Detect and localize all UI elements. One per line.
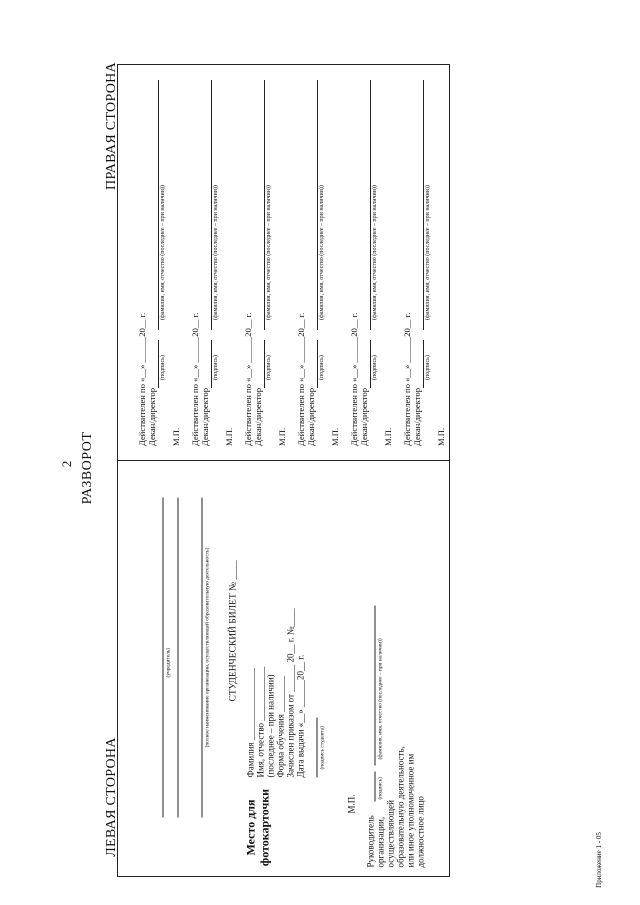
validity-stamp: М.П. [224, 427, 234, 446]
photo-placeholder: Место для фотокарточки [243, 788, 272, 867]
dean-name-line [264, 80, 265, 330]
head-line-6: должностное лицо [415, 796, 426, 868]
head-line-2: организации, [375, 816, 386, 868]
validity-stamp: М.П. [330, 427, 340, 446]
head-name-line [375, 606, 376, 766]
photo-stamp: М.П. [346, 794, 357, 814]
head-signature-caption: (подпись) [377, 777, 384, 800]
dean-signature-line [370, 340, 371, 388]
issuer-caption: (учредитель) [165, 647, 172, 678]
dean-name-caption: (фамилия, имя, отчество (последнее – при наличии)) [213, 185, 219, 320]
field-issue-date: Дата выдачи «__» ______20__ г. [295, 654, 306, 778]
field-study-form: Форма обучения ________ [275, 675, 286, 778]
dean-label: Декан/директор [200, 387, 210, 446]
dean-signature-caption: (подпись) [160, 355, 166, 380]
dean-name-caption: (фамилия, имя, отчество (последнее – при наличии)) [319, 185, 325, 320]
validity-text: Действителен по «__» ______20__ г. [190, 312, 200, 446]
head-line-1: Руководитель [365, 815, 376, 868]
student-card-spread [117, 64, 450, 877]
dean-label: Декан/директор [253, 387, 263, 446]
validity-stamp: М.П. [277, 427, 287, 446]
student-signature-line [317, 718, 318, 778]
dean-name-line [211, 80, 212, 330]
dean-name-caption: (фамилия, имя, отчество (последнее – при наличии)) [266, 185, 272, 320]
org-caption: (полное наименование организации, осуществляющей образовательную деятельность) [204, 547, 211, 748]
validity-stamp: М.П. [436, 427, 446, 446]
issuer-line-2 [178, 498, 179, 818]
field-surname: Фамилия ________________ [245, 668, 256, 778]
validity-text: Действителен по «__» ______20__ г. [243, 312, 253, 446]
page-number: 2 [59, 460, 74, 468]
dean-label: Декан/директор [359, 387, 369, 446]
head-line-3: осуществляющей [385, 800, 396, 868]
dean-name-line [423, 80, 424, 330]
card-title: СТУДЕНЧЕСКИЙ БИЛЕТ № ____ [228, 560, 239, 702]
dean-label: Декан/директор [306, 387, 316, 446]
head-line-4: образовательную деятельность, [395, 746, 406, 868]
left-side-heading: ЛЕВАЯ СТОРОНА [104, 737, 119, 857]
dean-signature-line [158, 340, 159, 388]
footer-note: Приложение 1 - 05 [595, 832, 603, 888]
dean-name-caption: (фамилия, имя, отчество (последнее – при наличии)) [160, 185, 166, 320]
dean-signature-line [317, 340, 318, 388]
validity-stamp: М.П. [171, 427, 181, 446]
dean-signature-line [423, 340, 424, 388]
validity-text: Действителен по «__» ______20__ г. [402, 312, 412, 446]
head-name-caption: (фамилия, имя, отчество (последнее – при наличии)) [377, 638, 384, 760]
left-side-panel [119, 460, 452, 878]
dean-signature-caption: (подпись) [213, 355, 219, 380]
dean-name-line [370, 80, 371, 330]
validity-text: Действителен по «__» ______20__ г. [296, 312, 306, 446]
dean-label: Декан/директор [147, 387, 157, 446]
validity-text: Действителен по «__» ______20__ г. [349, 312, 359, 446]
issuer-line [163, 498, 164, 818]
dean-label: Декан/директор [412, 387, 422, 446]
dean-signature-caption: (подпись) [319, 355, 325, 380]
dean-signature-caption: (подпись) [372, 355, 378, 380]
spread-title: РАЗВОРОТ [80, 431, 95, 505]
student-signature-caption: (подпись студента) [319, 725, 326, 770]
dean-name-caption: (фамилия, имя, отчество (последнее – при наличии)) [372, 185, 378, 320]
dean-signature-line [211, 340, 212, 388]
org-line [202, 498, 203, 818]
field-name: Имя, отчество ____________ [255, 666, 266, 778]
validity-stamp: М.П. [383, 427, 393, 446]
dean-name-caption: (фамилия, имя, отчество (последнее – при наличии)) [425, 185, 431, 320]
field-enrollment-order: Зачислен приказом от ______ 20__ г. №____ [285, 608, 296, 778]
dean-signature-caption: (подпись) [425, 355, 431, 380]
dean-signature-caption: (подпись) [266, 355, 272, 380]
field-name-note: (последнее – при наличии) [265, 674, 276, 778]
dean-name-line [317, 80, 318, 330]
head-signature-line [375, 772, 376, 802]
dean-name-line [158, 80, 159, 330]
head-line-5: или иное уполномоченное им [405, 753, 416, 868]
validity-text: Действителен по «__» ______20__ г. [137, 312, 147, 446]
right-side-panel [118, 65, 451, 460]
right-side-heading: ПРАВАЯ СТОРОНА [104, 62, 119, 190]
dean-signature-line [264, 340, 265, 388]
